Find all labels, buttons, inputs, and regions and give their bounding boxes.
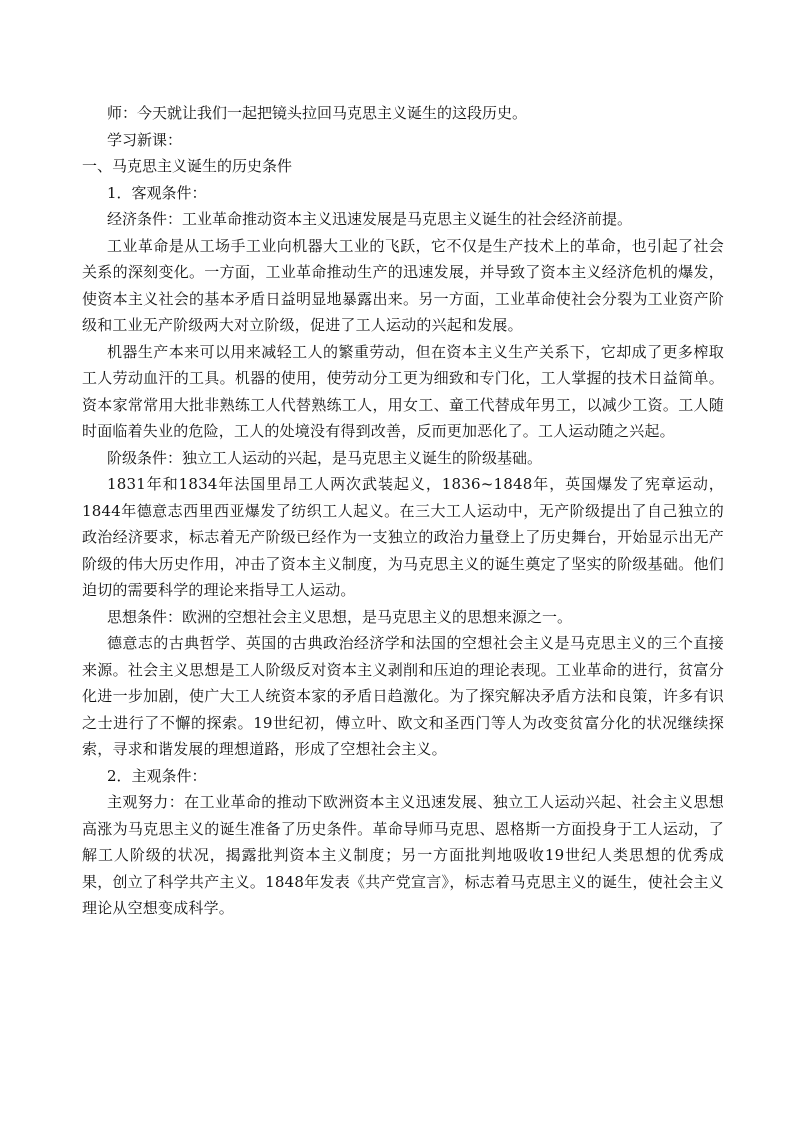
thought-paragraph: 德意志的古典哲学、英国的古典政治经济学和法国的空想社会主义是马克思主义的三个直接来源。社会主义思想是工人阶级反对资本主义剥削和压迫的理论表现。工业革命的进行，贫富分化进一步加剧，使广大工人统资本家的矛盾日趋激化。为了探究解决矛盾方法和良策，许多有识之士进行了不懈的探索。19世纪初，傅立叶、欧文和圣西门等人为改变贫富分化的状况继续探索，寻求和谐发展的理想道路，形成了空想社会主义。 [82,634,724,758]
subjective-conditions-heading: 2．主观条件： [107,766,207,785]
economic-conditions-heading: 经济条件：工业革命推动资本主义迅速发展是马克思主义诞生的社会经济前提。 [107,210,633,228]
section-heading: 一、马克思主义诞生的历史条件 [82,157,293,175]
thought-conditions-heading: 思想条件：欧洲的空想社会主义思想，是马克思主义的思想来源之一。 [107,607,573,626]
class-conditions-heading: 阶级条件：独立工人运动的兴起，是马克思主义诞生的阶级基础。 [107,448,543,467]
economic-paragraph-1: 工业革命是从工场手工业向机器大工业的飞跃，它不仅是生产技术上的革命，也引起了社会关系的深刻变化。一方面，工业革命推动生产的迅速发展，并导致了资本主义经济危机的爆发，使资本主义社会的基本矛盾日益明显地暴露出来。另一方面，工业革命使社会分裂为工业资产阶级和工业无产阶级两大对立阶级，促进了工人运动的兴起和发展。 [82,236,724,334]
subjective-paragraph: 主观努力：在工业革命的推动下欧洲资本主义迅速发展、独立工人运动兴起、社会主义思想高涨为马克思主义的诞生准备了历史条件。革命导师马克思、恩格斯一方面投身于工人运动，了解工人阶级的状况，揭露批判资本主义制度；另一方面批判地吸收19世纪人类思想的优秀成果，创立了科学共产主义。1848年发表《共产党宣言》，标志着马克思主义的诞生，使社会主义理论从空想变成科学。 [82,793,724,917]
economic-paragraph-2: 机器生产本来可以用来减轻工人的繁重劳动，但在资本主义生产关系下，它却成了更多榨取工人劳动血汗的工具。机器的使用，使劳动分工更为细致和专门化，工人掌握的技术日益简单。资本家常常用大批非熟练工人代替熟练工人，用女工、童工代替成年男工，以减少工资。工人随时面临着失业的危险，工人的处境没有得到改善，反而更加恶化了。工人运动随之兴起。 [82,342,724,440]
new-lesson-label: 学习新课： [107,130,183,149]
objective-conditions-heading: 1．客观条件： [107,183,207,202]
document-page [82,100,724,922]
class-paragraph: 1831年和1834年法国里昂工人两次武装起义，1836~1848年，英国爆发了宪章运动，1844年德意志西里西亚爆发了纺织工人起义。在三大工人运动中，无产阶级提出了自己独立的政治经济要求，标志着无产阶级已经作为一支独立的政治力量登上了历史舞台，开始显示出无产阶级的伟大历史作用，冲击了资本主义制度，为马克思主义的诞生奠定了坚实的阶级基础。他们迫切的需要科学的理论来指导工人运动。 [82,475,724,599]
intro-line: 师：今天就让我们一起把镜头拉回马克思主义诞生的这段历史。 [107,104,528,122]
